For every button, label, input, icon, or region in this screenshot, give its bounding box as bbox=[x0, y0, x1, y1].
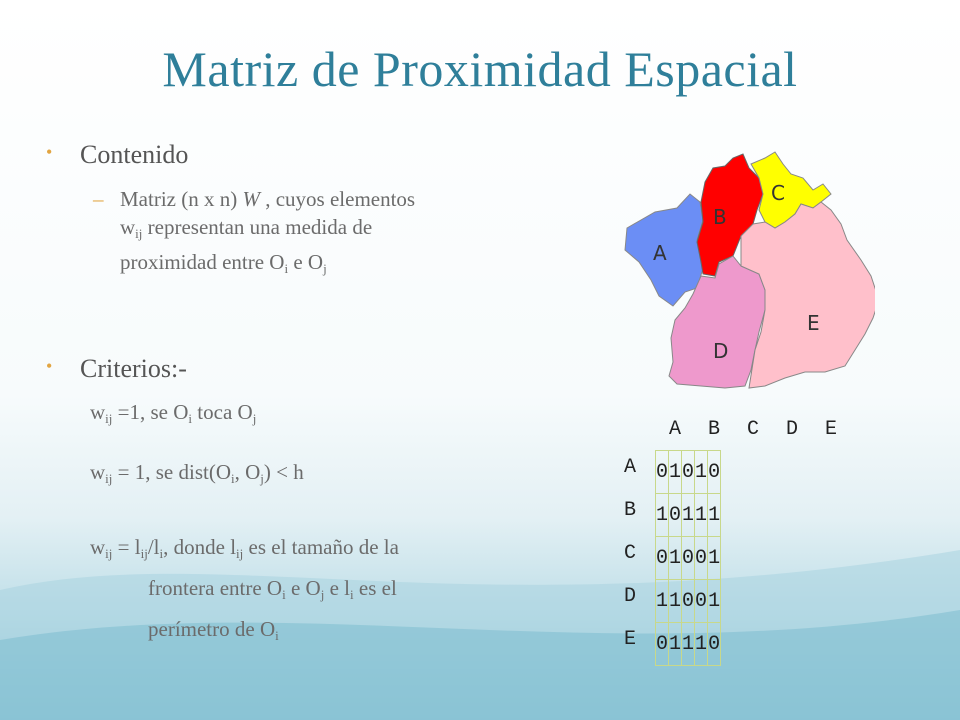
bullet-contenido bbox=[46, 140, 189, 170]
col-header: E bbox=[824, 418, 837, 441]
region-label-e: E bbox=[807, 311, 820, 335]
row-header: D bbox=[623, 585, 636, 608]
row-header: A bbox=[623, 456, 636, 479]
matrix-cell: 1 bbox=[695, 494, 708, 537]
matrix-cell: 1 bbox=[695, 451, 708, 494]
matrix-cell: 1 bbox=[656, 580, 669, 623]
matrix-cell: 1 bbox=[682, 623, 695, 666]
row-header: E bbox=[623, 628, 636, 651]
matrix-cell: 1 bbox=[695, 623, 708, 666]
region-map bbox=[615, 150, 875, 400]
matrix-grid bbox=[655, 450, 721, 666]
col-header: D bbox=[785, 418, 798, 441]
table-row bbox=[656, 580, 721, 623]
table-row bbox=[656, 494, 721, 537]
matrix-cell: 0 bbox=[708, 451, 721, 494]
row-header: B bbox=[623, 499, 636, 522]
region-label-b: B bbox=[713, 205, 727, 229]
matrix-cell: 1 bbox=[669, 623, 682, 666]
bullet-criterios bbox=[46, 354, 187, 384]
matrix-cell: 1 bbox=[682, 494, 695, 537]
criterion-3: $w_{ij} = l_{ij}/l_i$, donde $l_{ij}$ es el tamaño de la frontera entre $O_i$ e $O_j$ e $l_i$ es el perímetro de $O_i$ bbox=[90, 535, 399, 643]
definition-text: – Matriz (n x n) W , cuyos elementos $w_{ij}$ representan una medida de proximidad entre $O_i$ e $O_j$ bbox=[93, 187, 416, 276]
matrix-cell: 0 bbox=[656, 537, 669, 580]
matrix-cell: 1 bbox=[669, 537, 682, 580]
matrix-cell: 1 bbox=[669, 451, 682, 494]
matrix-cell: 0 bbox=[695, 580, 708, 623]
region-label-a: A bbox=[653, 241, 667, 265]
bullet-dot: • bbox=[46, 356, 53, 376]
col-header: C bbox=[746, 418, 759, 441]
matrix-cell: 0 bbox=[656, 451, 669, 494]
criterion-2: $w_{ij} = 1$, se $dist(O_i$, $O_j) < h$ bbox=[90, 460, 304, 486]
matrix-cell: 1 bbox=[708, 494, 721, 537]
table-row bbox=[656, 537, 721, 580]
col-header: A bbox=[668, 418, 681, 441]
matrix-cell: 1 bbox=[656, 494, 669, 537]
matrix-cell: 0 bbox=[682, 451, 695, 494]
bullet-dot: • bbox=[46, 142, 53, 162]
matrix-cell: 0 bbox=[656, 623, 669, 666]
matrix-cell: 1 bbox=[669, 580, 682, 623]
bullet-label: Criterios:- bbox=[80, 354, 187, 383]
matrix-cell: 0 bbox=[708, 623, 721, 666]
region-label-c: C bbox=[771, 181, 785, 205]
matrix-cell: 0 bbox=[669, 494, 682, 537]
matrix-cell: 1 bbox=[708, 537, 721, 580]
criterion-1: $w_{ij} =1$, se $O_i$ toca $O_j$ bbox=[90, 400, 257, 426]
row-header: C bbox=[623, 542, 636, 565]
matrix-cell: 0 bbox=[695, 537, 708, 580]
table-row bbox=[656, 623, 721, 666]
slide-title: Matriz de Proximidad Espacial bbox=[162, 41, 798, 97]
table-row bbox=[656, 451, 721, 494]
bullet-label: Contenido bbox=[80, 140, 189, 169]
matrix-cell: 0 bbox=[682, 580, 695, 623]
col-header: B bbox=[707, 418, 720, 441]
region-label-d: D bbox=[713, 339, 729, 363]
matrix-cell: 1 bbox=[708, 580, 721, 623]
dash-icon: – bbox=[93, 187, 104, 211]
matrix-cell: 0 bbox=[682, 537, 695, 580]
